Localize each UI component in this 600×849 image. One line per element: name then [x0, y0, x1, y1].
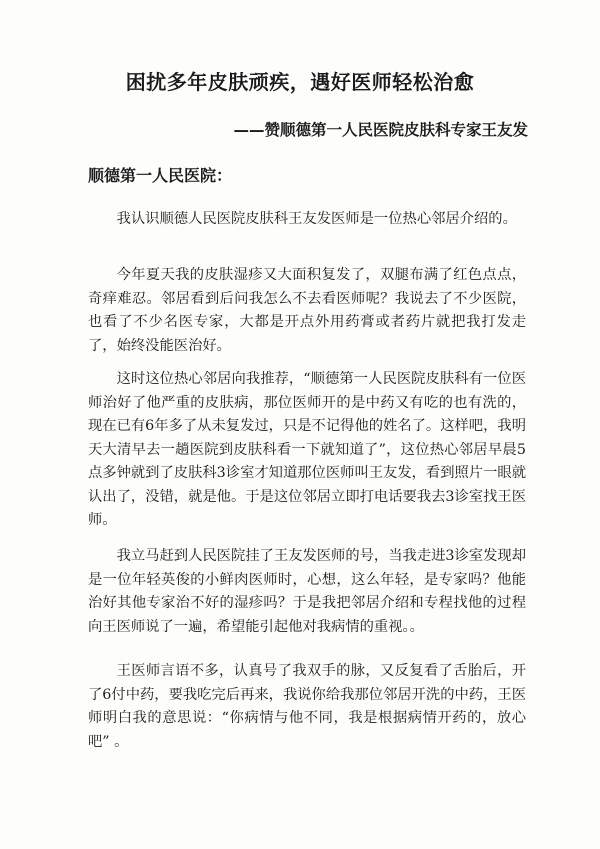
body-paragraph: 王医师言语不多，认真号了我双手的脉，又反复看了舌胎后，开了6付中药，要我吃完后再来，我说你给我那位邻居开洗的中药，王医师明白我的意思说：“你病情与他不同，我是根据病情开药的，放心吧” 。 [88, 663, 526, 750]
body-paragraph: 这时这位热心邻居向我推荐，“顺德第一人民医院皮肤科有一位医师治好了他严重的皮肤病，那位医师开的是中药又有吃的也有洗的，现在已有6年多了从未复发过，只是不记得他的姓名了。这样吧，我明天大清早去一趟医院到皮肤科看一下就知道了”，这位热心邻居早晨5点多钟就到了皮肤科3诊室才知道那位医师叫王友发，看到照片一眼就认出了，没错，就是他。于是这位邻居立即打电话要我去3诊室找王医师。 [88, 371, 526, 528]
document-title: 困扰多年皮肤顽疾，遇好医师轻松治愈 [125, 70, 475, 94]
document-subtitle: ——赞顺德第一人民医院皮肤科专家王友发 [233, 121, 528, 139]
body-paragraph: 我立马赶到人民医院挂了王友发医师的号，当我走进3诊室发现却是一位年轻英俊的小鲜肉医师时，心想，这么年轻，是专家吗？他能治好其他专家治不好的湿疹吗？于是我把邻居介绍和专程找他的过程向王医师说了一遍，希望能引起他对我病情的重视。。 [88, 548, 526, 635]
body-paragraph: 我认识顺德人民医院皮肤科王友发医师是一位热心邻居介绍的。 [116, 211, 517, 227]
salutation: 顺德第一人民医院： [88, 166, 233, 185]
body-paragraph: 今年夏天我的皮肤湿疹又大面积复发了，双腿布满了红色点点，奇痒难忍。邻居看到后问我怎么不去看医师呢？我说去了不少医院，也看了不少名医专家，大都是开点外用药膏或者药片就把我打发走了，始终没能医治好。 [88, 267, 526, 354]
